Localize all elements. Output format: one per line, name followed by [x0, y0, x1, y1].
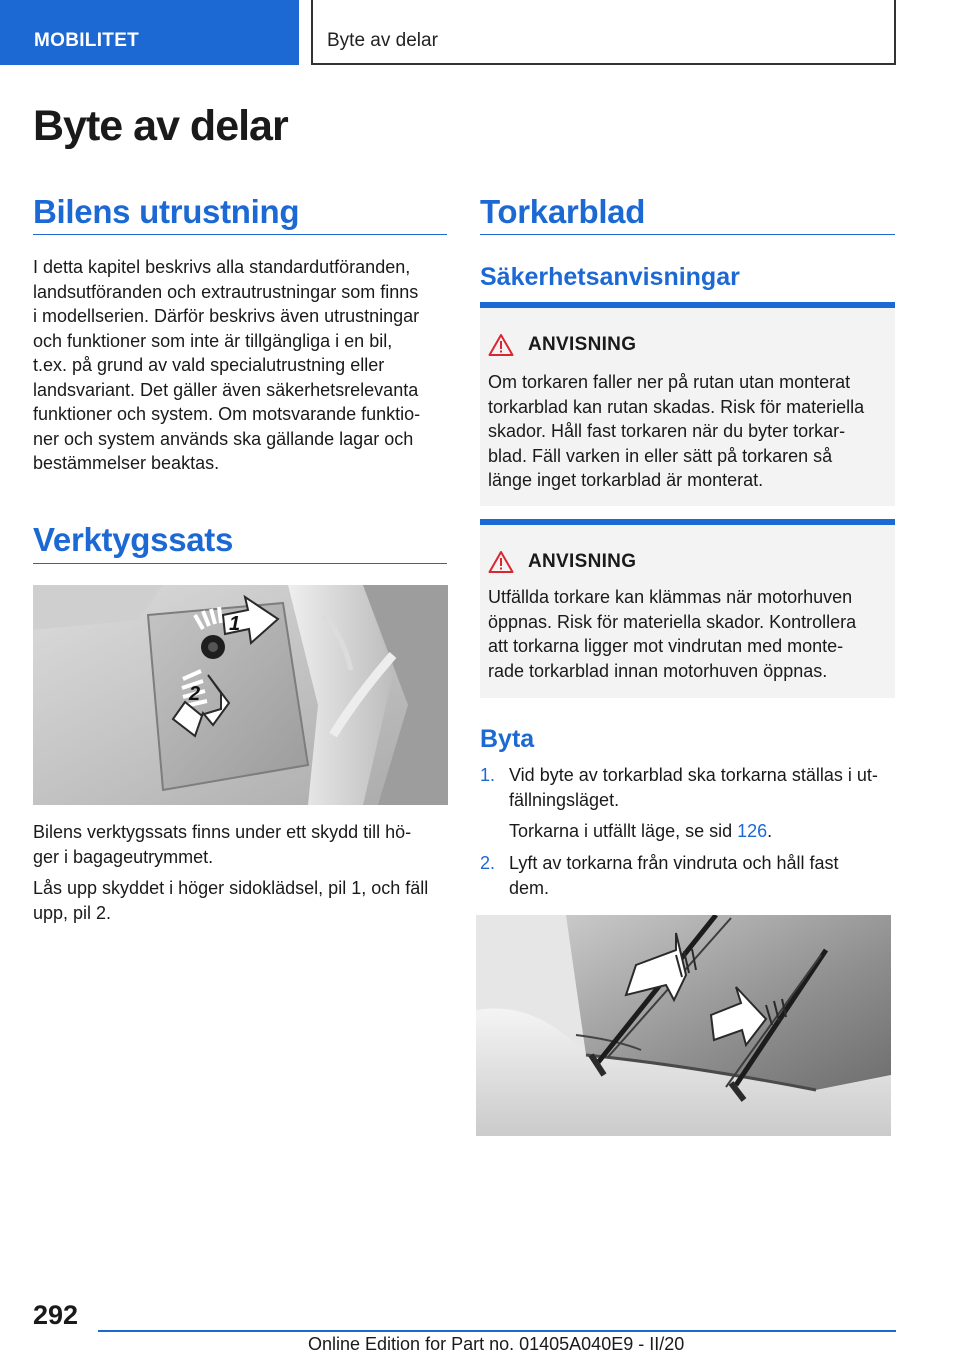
- text-line: funktioner och system. Om motsvarande funktio-: [33, 404, 421, 424]
- text-line: ner och system används ska gällande lagar och: [33, 428, 414, 449]
- text-line: bestämmelser beaktas.: [33, 453, 220, 473]
- step-note: [509, 819, 899, 844]
- text-line: upp, pil 2.: [33, 902, 112, 923]
- toolkit-heading: Verktygssats: [33, 521, 234, 558]
- step-number: 1.: [480, 765, 496, 785]
- wiper-illustration: [476, 915, 891, 1136]
- warning-triangle-icon: [488, 550, 514, 574]
- text-line: landsvariant. Det gäller även säkerhetsrelevanta: [33, 379, 419, 400]
- step-text: [509, 851, 899, 900]
- notice-box: [480, 519, 895, 698]
- text-line: Utfällda torkare kan klämmas när motorhuven: [488, 587, 853, 607]
- text-line: att torkarna ligger mot vindrutan med monte-: [488, 636, 844, 656]
- notice-text: [488, 370, 888, 493]
- text-line: Om torkaren faller ner på rutan utan monterat: [488, 372, 851, 392]
- wiper-heading-rule: [480, 234, 895, 235]
- list-item: [480, 763, 900, 853]
- step-text: [509, 763, 899, 844]
- section-tab-label: MOBILITET: [34, 30, 140, 51]
- text-line: landsutföranden och extrautrustningar som finns: [33, 281, 419, 302]
- edition-footer: Online Edition for Part no. 01405A040E9 - II/20: [308, 1334, 685, 1354]
- page-reference-link[interactable]: 126: [737, 821, 768, 841]
- text-line: Bilens verktygssats finns under ett skydd till hö-: [33, 822, 412, 842]
- wiper-heading: Torkarblad: [480, 193, 646, 230]
- list-item: [480, 851, 900, 903]
- notice-text: [488, 585, 888, 683]
- equipment-paragraph: [33, 255, 453, 476]
- wiper-illustration-graphic: [476, 915, 891, 1136]
- text-line: rade torkarblad innan motorhuven öppnas.: [488, 660, 828, 681]
- replace-heading: Byta: [480, 725, 535, 753]
- section-tab[interactable]: [0, 0, 299, 65]
- step-number: 2.: [480, 853, 496, 873]
- notice-label: ANVISNING: [528, 334, 637, 355]
- text-line: Vid byte av torkarblad ska torkarna ställas i ut-: [509, 765, 878, 785]
- text-line: i modellserien. Därför beskrivs även utrustningar: [33, 306, 420, 326]
- notice-header: [488, 549, 636, 575]
- text-line: fällningsläget.: [509, 789, 620, 810]
- text-line: torkarblad kan rutan skadas. Risk för materiella: [488, 396, 865, 417]
- page-title: Byte av delar: [33, 102, 288, 150]
- text-line: ger i bagageutrymmet.: [33, 846, 214, 867]
- step-note-suffix: .: [767, 821, 773, 841]
- text-line: länge inget torkarblad är monterat.: [488, 470, 764, 490]
- toolkit-location-paragraph: [33, 820, 453, 869]
- equipment-heading-rule: [33, 234, 447, 235]
- toolkit-heading-rule: [33, 563, 447, 564]
- page-number: 292: [33, 1300, 79, 1330]
- toolkit-instruction-paragraph: [33, 876, 453, 925]
- safety-heading: Säkerhetsanvisningar: [480, 263, 740, 291]
- text-line: skador. Håll fast torkaren när du byter torkar-: [488, 421, 846, 441]
- text-line: blad. Fäll varken in eller sätt på torkaren så: [488, 445, 833, 466]
- toolkit-illustration-graphic: [33, 585, 448, 805]
- equipment-heading: Bilens utrustning: [33, 193, 300, 230]
- text-line: dem.: [509, 877, 550, 898]
- text-line: öppnas. Risk för materiella skador. Kontrollera: [488, 611, 857, 632]
- chapter-header: [311, 0, 896, 65]
- toolkit-illustration: [33, 585, 448, 805]
- text-line: och funktioner som inte är tillgängliga i en bil,: [33, 330, 393, 351]
- text-line: t.ex. på grund av vald specialutrustning eller: [33, 355, 385, 375]
- text-line: Lås upp skyddet i höger sidoklädsel, pil 1, och fäll: [33, 878, 429, 898]
- notice-box: [480, 302, 895, 506]
- warning-triangle-icon: [488, 333, 514, 357]
- figure-label-2: 2: [189, 683, 201, 705]
- step-note-text: Torkarna i utfällt läge, se sid: [509, 821, 738, 841]
- text-line: I detta kapitel beskrivs alla standardutföranden,: [33, 257, 411, 277]
- chapter-label: Byte av delar: [327, 30, 438, 51]
- footer-rule: [98, 1330, 896, 1332]
- text-line: Lyft av torkarna från vindruta och håll fast: [509, 853, 839, 873]
- figure-label-1: 1: [229, 613, 241, 635]
- notice-header: [488, 332, 636, 358]
- notice-label: ANVISNING: [528, 551, 637, 572]
